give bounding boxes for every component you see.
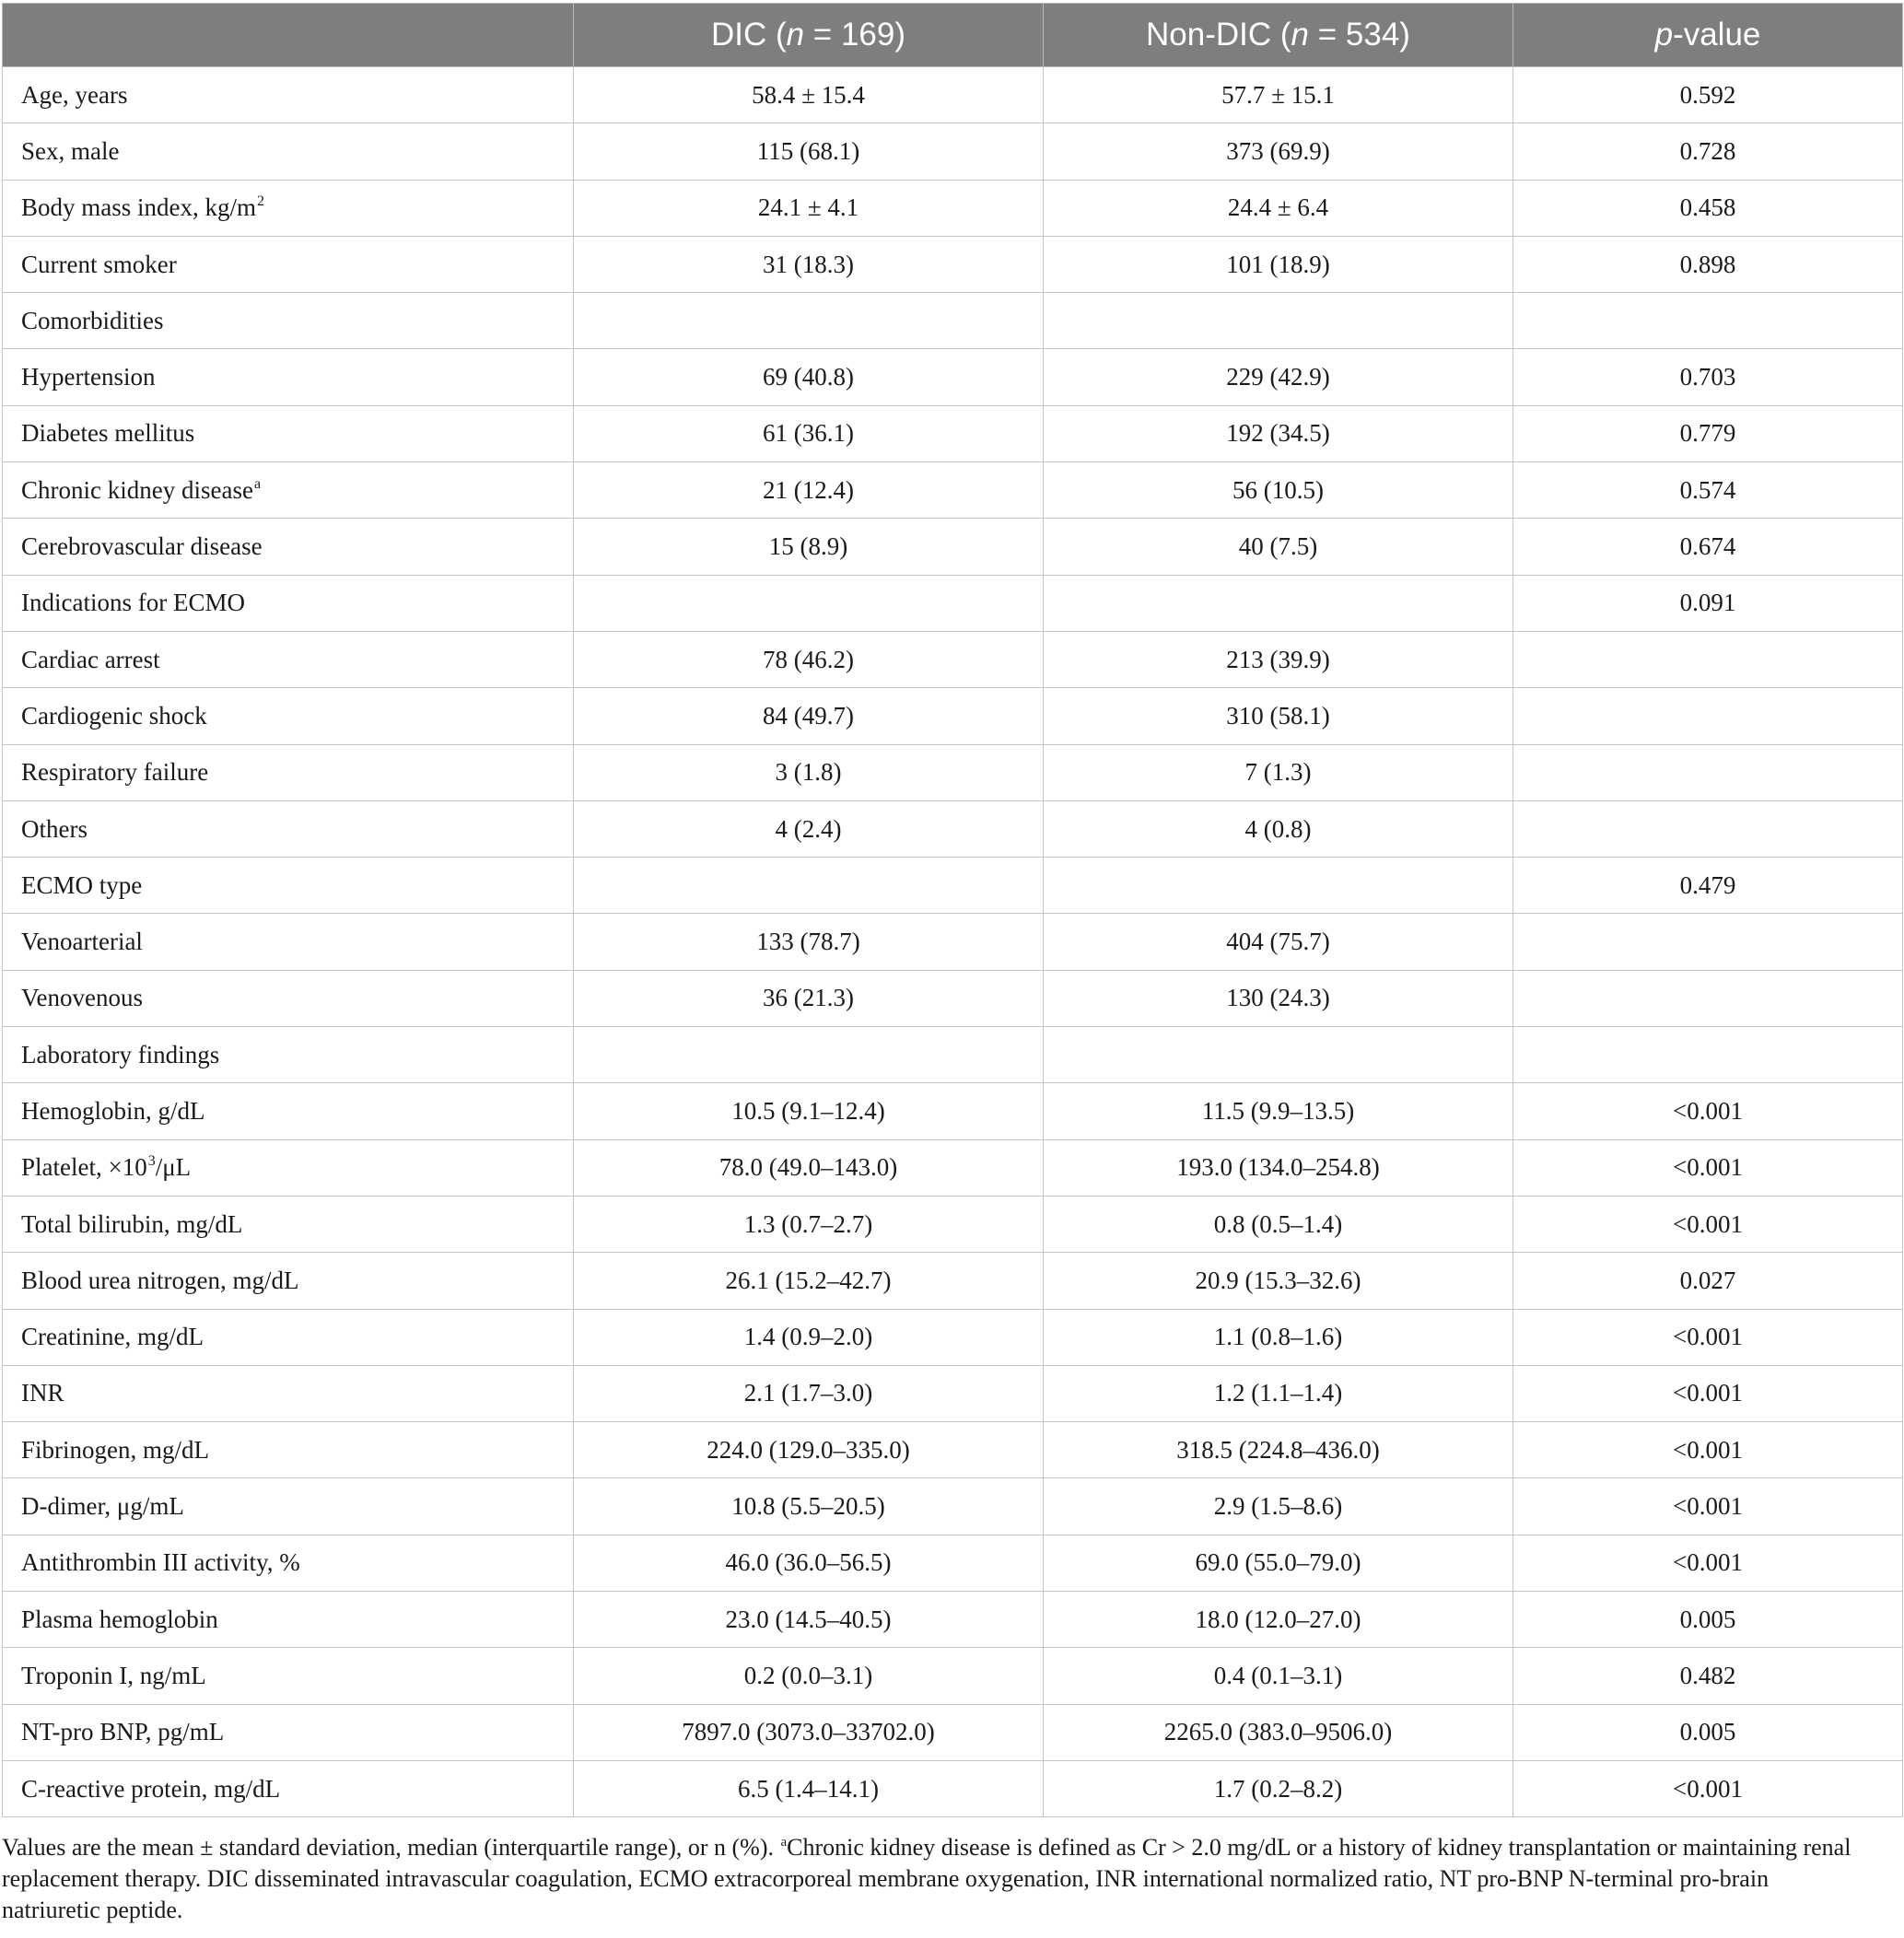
dic-value: 31 (18.3): [574, 236, 1044, 292]
p-value: <0.001: [1513, 1478, 1903, 1535]
non-dic-value: 69.0 (55.0–79.0): [1044, 1535, 1513, 1591]
row-label: NT-pro BNP, pg/mL: [3, 1704, 574, 1760]
table-row: [3, 1365, 1903, 1421]
dic-value: 78.0 (49.0–143.0): [574, 1139, 1044, 1196]
p-value: <0.001: [1513, 1196, 1903, 1252]
table-row: [3, 1704, 1903, 1760]
dic-value: 78 (46.2): [574, 631, 1044, 687]
row-label: Venoarterial: [3, 914, 574, 970]
dic-value: 84 (49.7): [574, 688, 1044, 744]
non-dic-value: 18.0 (12.0–27.0): [1044, 1592, 1513, 1648]
table-row: [3, 1478, 1903, 1535]
table-row: [3, 1422, 1903, 1478]
p-value: 0.005: [1513, 1704, 1903, 1760]
row-label: Indications for ECMO: [3, 575, 574, 631]
p-value: 0.091: [1513, 575, 1903, 631]
dic-value: 24.1 ± 4.1: [574, 180, 1044, 236]
p-value: <0.001: [1513, 1083, 1903, 1139]
p-value: 0.458: [1513, 180, 1903, 236]
row-label: INR: [3, 1365, 574, 1421]
dic-value: 1.4 (0.9–2.0): [574, 1309, 1044, 1365]
row-label: Others: [3, 800, 574, 857]
p-value: 0.574: [1513, 462, 1903, 519]
dic-value: 0.2 (0.0–3.1): [574, 1648, 1044, 1704]
table-row: [3, 1760, 1903, 1816]
row-label: Comorbidities: [3, 293, 574, 349]
p-value: 0.479: [1513, 858, 1903, 914]
non-dic-value: 0.8 (0.5–1.4): [1044, 1196, 1513, 1252]
p-value: [1513, 631, 1903, 687]
p-value: 0.027: [1513, 1253, 1903, 1309]
table-row: [3, 970, 1903, 1026]
non-dic-value: 0.4 (0.1–3.1): [1044, 1648, 1513, 1704]
non-dic-value: 1.2 (1.1–1.4): [1044, 1365, 1513, 1421]
dic-value: [574, 293, 1044, 349]
dic-value: [574, 1027, 1044, 1083]
table-row: [3, 349, 1903, 405]
row-label: ECMO type: [3, 858, 574, 914]
non-dic-value: 318.5 (224.8–436.0): [1044, 1422, 1513, 1478]
header-dic: DIC (n = 169): [574, 4, 1044, 67]
table-row: [3, 631, 1903, 687]
p-value: <0.001: [1513, 1365, 1903, 1421]
table-footnote: Values are the mean ± standard deviation, median (interquartile range), or n (%). $^a$Chronic kidney disease is defined as Cr > 2.0 mg/dL or a history of kidney transplantation or maintaining renal replacement therapy. DIC disseminated intravascular coagulation, ECMO extracorporeal membrane oxygenation, INR international normalized ratio, NT pro-BNP N-terminal pro-brain natriuretic peptide.: [2, 1834, 1851, 1923]
row-label: Chronic kidney disease$^a$: [3, 462, 574, 519]
table-row: [3, 293, 1903, 349]
non-dic-value: 40 (7.5): [1044, 519, 1513, 575]
p-value: 0.005: [1513, 1592, 1903, 1648]
dic-value: [574, 575, 1044, 631]
non-dic-value: [1044, 293, 1513, 349]
table-row: [3, 123, 1903, 180]
table-row: [3, 405, 1903, 461]
non-dic-value: [1044, 858, 1513, 914]
p-value: [1513, 293, 1903, 349]
table-row: [3, 462, 1903, 519]
row-label: Troponin I, ng/mL: [3, 1648, 574, 1704]
non-dic-value: 193.0 (134.0–254.8): [1044, 1139, 1513, 1196]
non-dic-value: 229 (42.9): [1044, 349, 1513, 405]
table-row: [3, 67, 1903, 123]
p-value: <0.001: [1513, 1535, 1903, 1591]
dic-value: 46.0 (36.0–56.5): [574, 1535, 1044, 1591]
non-dic-value: 24.4 ± 6.4: [1044, 180, 1513, 236]
table-row: [3, 1253, 1903, 1309]
table-body: [3, 67, 1903, 1817]
table-row: [3, 236, 1903, 292]
table-row: [3, 1309, 1903, 1365]
row-label: Antithrombin III activity, %: [3, 1535, 574, 1591]
table-row: [3, 1083, 1903, 1139]
row-label: Plasma hemoglobin: [3, 1592, 574, 1648]
p-value: 0.898: [1513, 236, 1903, 292]
non-dic-value: 101 (18.9): [1044, 236, 1513, 292]
table-row: [3, 858, 1903, 914]
table-row: [3, 575, 1903, 631]
table-container: [2, 3, 1902, 1926]
non-dic-value: 2.9 (1.5–8.6): [1044, 1478, 1513, 1535]
table-row: [3, 1139, 1903, 1196]
table-row: [3, 1196, 1903, 1252]
row-label: Diabetes mellitus: [3, 405, 574, 461]
dic-value: 4 (2.4): [574, 800, 1044, 857]
non-dic-value: 213 (39.9): [1044, 631, 1513, 687]
row-label: Sex, male: [3, 123, 574, 180]
p-value: <0.001: [1513, 1760, 1903, 1816]
table-row: [3, 744, 1903, 800]
p-value: [1513, 800, 1903, 857]
row-label: Venovenous: [3, 970, 574, 1026]
row-label: Hypertension: [3, 349, 574, 405]
table-row: [3, 914, 1903, 970]
row-label: D-dimer, μg/mL: [3, 1478, 574, 1535]
baseline-characteristics-table: [2, 3, 1903, 1817]
non-dic-value: 130 (24.3): [1044, 970, 1513, 1026]
dic-value: 3 (1.8): [574, 744, 1044, 800]
table-header: [3, 4, 1903, 67]
non-dic-value: 373 (69.9): [1044, 123, 1513, 180]
table-row: [3, 519, 1903, 575]
non-dic-value: 57.7 ± 15.1: [1044, 67, 1513, 123]
row-label: Fibrinogen, mg/dL: [3, 1422, 574, 1478]
row-label: C-reactive protein, mg/dL: [3, 1760, 574, 1816]
non-dic-value: 20.9 (15.3–32.6): [1044, 1253, 1513, 1309]
dic-value: 69 (40.8): [574, 349, 1044, 405]
table-row: [3, 800, 1903, 857]
table-row: [3, 1592, 1903, 1648]
p-value: [1513, 970, 1903, 1026]
non-dic-value: 4 (0.8): [1044, 800, 1513, 857]
row-label: Total bilirubin, mg/dL: [3, 1196, 574, 1252]
table-row: [3, 1535, 1903, 1591]
row-label: Laboratory findings: [3, 1027, 574, 1083]
dic-value: 23.0 (14.5–40.5): [574, 1592, 1044, 1648]
dic-value: 7897.0 (3073.0–33702.0): [574, 1704, 1044, 1760]
p-value: <0.001: [1513, 1139, 1903, 1196]
dic-value: 224.0 (129.0–335.0): [574, 1422, 1044, 1478]
p-value: [1513, 914, 1903, 970]
non-dic-value: 2265.0 (383.0–9506.0): [1044, 1704, 1513, 1760]
non-dic-value: 56 (10.5): [1044, 462, 1513, 519]
dic-value: 10.5 (9.1–12.4): [574, 1083, 1044, 1139]
header-variable: [3, 4, 574, 67]
table-row: [3, 1648, 1903, 1704]
row-label: Current smoker: [3, 236, 574, 292]
dic-value: 58.4 ± 15.4: [574, 67, 1044, 123]
dic-value: 15 (8.9): [574, 519, 1044, 575]
non-dic-value: 7 (1.3): [1044, 744, 1513, 800]
row-label: Cardiac arrest: [3, 631, 574, 687]
non-dic-value: 1.7 (0.2–8.2): [1044, 1760, 1513, 1816]
row-label: Platelet, $\times 10^3/\mu L$: [3, 1139, 574, 1196]
non-dic-value: 404 (75.7): [1044, 914, 1513, 970]
dic-value: 133 (78.7): [574, 914, 1044, 970]
non-dic-value: 192 (34.5): [1044, 405, 1513, 461]
non-dic-value: [1044, 575, 1513, 631]
dic-value: 26.1 (15.2–42.7): [574, 1253, 1044, 1309]
header-non-dic: Non-DIC (n = 534): [1044, 4, 1513, 67]
dic-value: [574, 858, 1044, 914]
p-value: <0.001: [1513, 1309, 1903, 1365]
p-value: 0.779: [1513, 405, 1903, 461]
row-label: Blood urea nitrogen, mg/dL: [3, 1253, 574, 1309]
p-value: [1513, 688, 1903, 744]
non-dic-value: [1044, 1027, 1513, 1083]
row-label: Age, years: [3, 67, 574, 123]
dic-value: 6.5 (1.4–14.1): [574, 1760, 1044, 1816]
table-row: [3, 180, 1903, 236]
non-dic-value: 1.1 (0.8–1.6): [1044, 1309, 1513, 1365]
dic-value: 61 (36.1): [574, 405, 1044, 461]
table-row: [3, 688, 1903, 744]
row-label: Body mass index, $kg/m^2$: [3, 180, 574, 236]
table-row: [3, 1027, 1903, 1083]
non-dic-value: 11.5 (9.9–13.5): [1044, 1083, 1513, 1139]
dic-value: 21 (12.4): [574, 462, 1044, 519]
p-value: 0.674: [1513, 519, 1903, 575]
p-value: <0.001: [1513, 1422, 1903, 1478]
row-label: Creatinine, mg/dL: [3, 1309, 574, 1365]
dic-value: 2.1 (1.7–3.0): [574, 1365, 1044, 1421]
header-p-value: p-value: [1513, 4, 1903, 67]
row-label: Cardiogenic shock: [3, 688, 574, 744]
dic-value: 1.3 (0.7–2.7): [574, 1196, 1044, 1252]
p-value: 0.728: [1513, 123, 1903, 180]
row-label: Hemoglobin, g/dL: [3, 1083, 574, 1139]
p-value: 0.592: [1513, 67, 1903, 123]
dic-value: 10.8 (5.5–20.5): [574, 1478, 1044, 1535]
p-value: [1513, 1027, 1903, 1083]
p-value: 0.482: [1513, 1648, 1903, 1704]
dic-value: 115 (68.1): [574, 123, 1044, 180]
header-row: [3, 4, 1903, 67]
dic-value: 36 (21.3): [574, 970, 1044, 1026]
row-label: Respiratory failure: [3, 744, 574, 800]
p-value: 0.703: [1513, 349, 1903, 405]
non-dic-value: 310 (58.1): [1044, 688, 1513, 744]
p-value: [1513, 744, 1903, 800]
row-label: Cerebrovascular disease: [3, 519, 574, 575]
